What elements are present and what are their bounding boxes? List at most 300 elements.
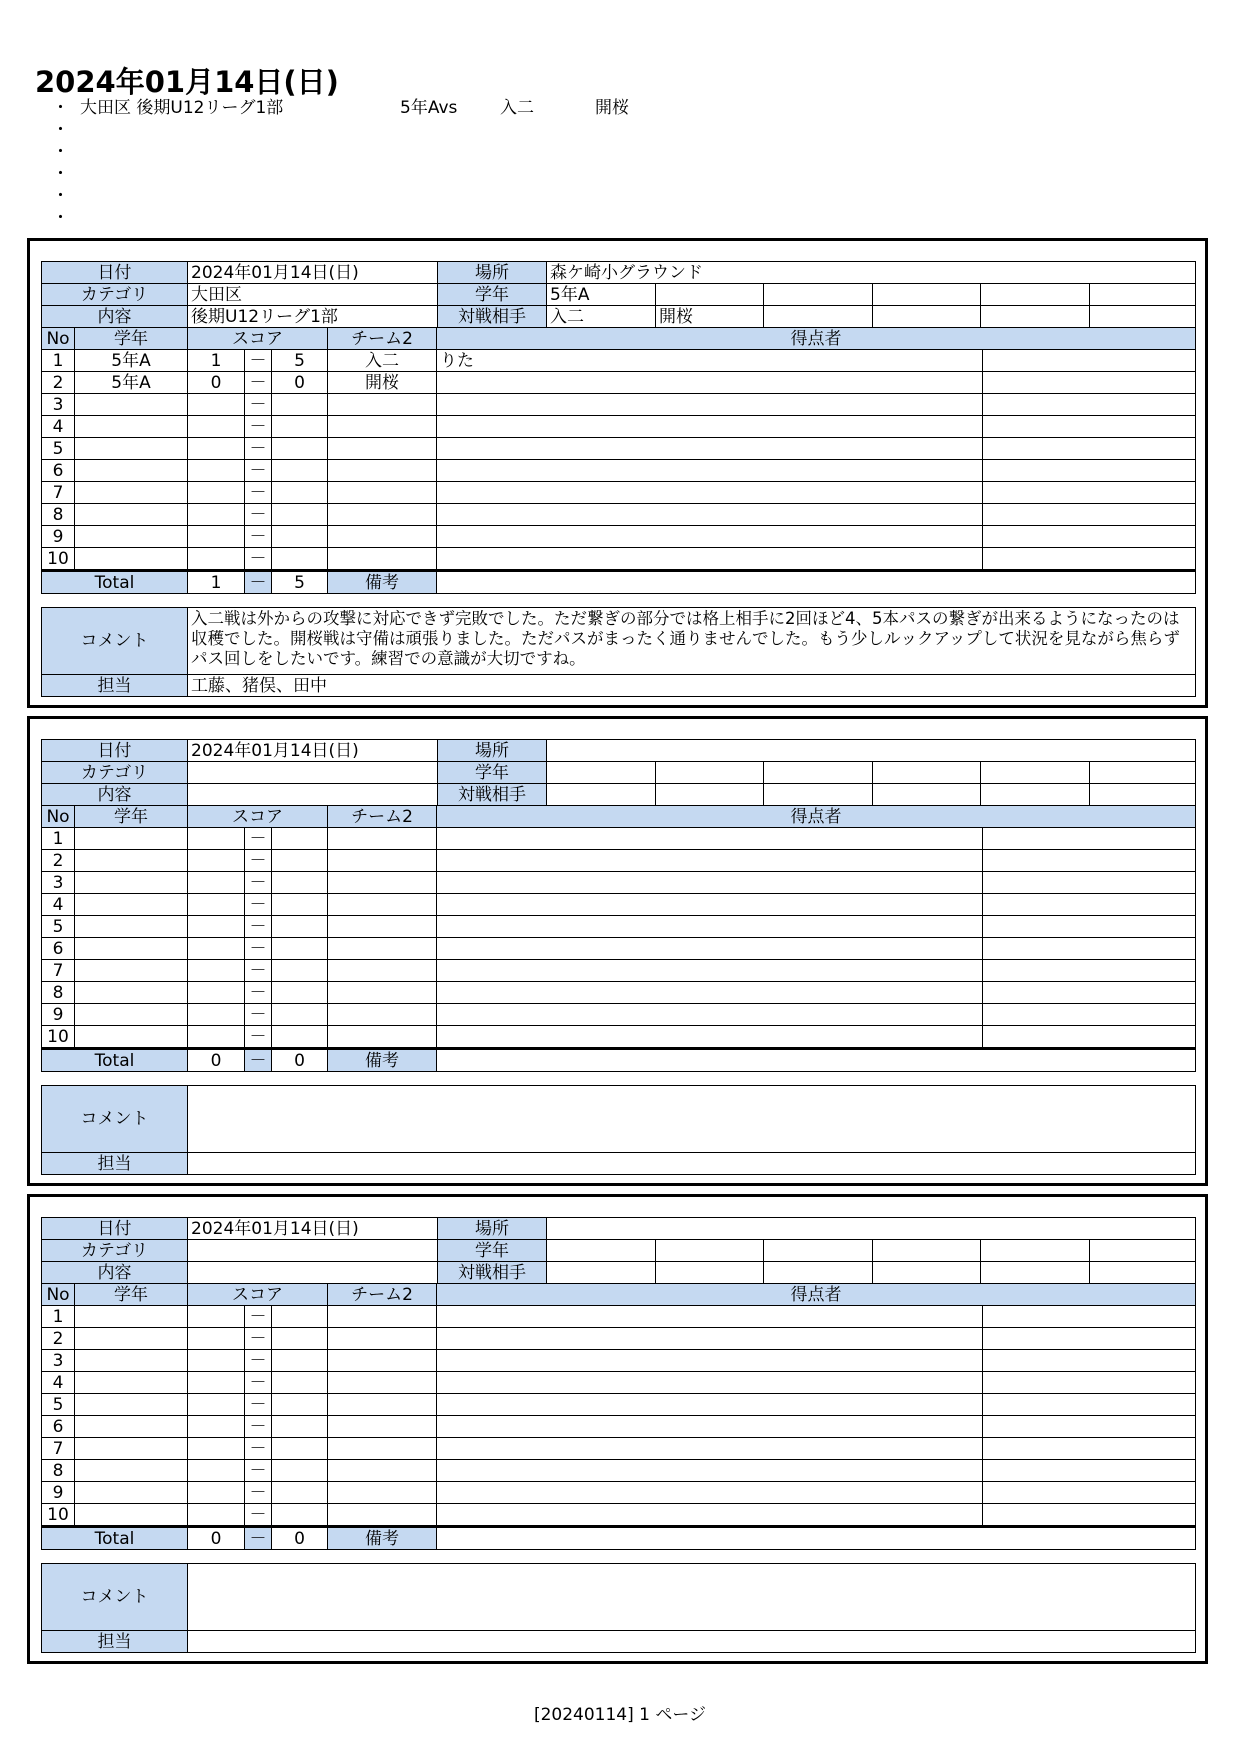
bullet-text: 大田区 後期U12リーグ1部 bbox=[80, 98, 284, 118]
row-score-away bbox=[272, 1394, 328, 1416]
row-grade bbox=[75, 1026, 188, 1049]
staff-value: 工藤、猪俣、田中 bbox=[188, 675, 1196, 697]
table-row bbox=[42, 350, 1196, 372]
grade-label: 学年 bbox=[438, 1240, 547, 1262]
bullet-dot: ・ bbox=[52, 120, 69, 140]
scorer-header: 得点者 bbox=[437, 328, 1196, 350]
row-score-home bbox=[188, 1350, 245, 1372]
match-info-table bbox=[41, 739, 1196, 806]
table-row bbox=[42, 1394, 1196, 1416]
row-score-home bbox=[188, 938, 245, 960]
row-score-home: 0 bbox=[188, 372, 245, 394]
table-row bbox=[42, 416, 1196, 438]
grade-value bbox=[547, 762, 656, 784]
row-score-away bbox=[272, 1026, 328, 1049]
row-score-away bbox=[272, 1438, 328, 1460]
row-score-dash: － bbox=[245, 1350, 272, 1372]
opponent-value: 入二 bbox=[547, 306, 656, 328]
row-team2: 入二 bbox=[328, 350, 437, 372]
row-scorer-extra bbox=[983, 372, 1196, 394]
table-row bbox=[42, 1504, 1196, 1527]
row-team2 bbox=[328, 460, 437, 482]
bullet-list bbox=[52, 97, 629, 229]
opponent-value: 開桜 bbox=[656, 306, 764, 328]
opponent-value bbox=[547, 784, 656, 806]
row-no: 1 bbox=[42, 828, 75, 850]
bullet-item bbox=[52, 119, 283, 141]
row-grade bbox=[75, 850, 188, 872]
grade-value bbox=[1090, 1240, 1196, 1262]
total-score-dash: － bbox=[245, 1527, 272, 1550]
total-label: Total bbox=[42, 571, 188, 594]
table-row bbox=[42, 1306, 1196, 1328]
remarks-label: 備考 bbox=[328, 571, 437, 594]
row-score-away bbox=[272, 1306, 328, 1328]
row-scorer-extra bbox=[983, 938, 1196, 960]
grade-value bbox=[873, 284, 981, 306]
table-row bbox=[42, 938, 1196, 960]
row-grade bbox=[75, 1460, 188, 1482]
row-score-away bbox=[272, 548, 328, 571]
row-score-dash: － bbox=[245, 1438, 272, 1460]
row-scorer-extra bbox=[983, 894, 1196, 916]
no-header: No bbox=[42, 328, 75, 350]
row-scorer bbox=[437, 526, 983, 548]
row-score-home bbox=[188, 1416, 245, 1438]
row-score-away bbox=[272, 482, 328, 504]
row-scorer bbox=[437, 548, 983, 571]
row-team2 bbox=[328, 1372, 437, 1394]
row-no: 7 bbox=[42, 1438, 75, 1460]
row-score-dash: － bbox=[245, 850, 272, 872]
place-label: 場所 bbox=[438, 740, 547, 762]
grade-value bbox=[873, 762, 981, 784]
table-row bbox=[42, 1460, 1196, 1482]
row-grade bbox=[75, 828, 188, 850]
row-score-dash: － bbox=[245, 548, 272, 571]
row-team2 bbox=[328, 1394, 437, 1416]
category-label: カテゴリ bbox=[42, 762, 188, 784]
row-team2 bbox=[328, 1026, 437, 1049]
date-label: 日付 bbox=[42, 1218, 188, 1240]
row-no: 9 bbox=[42, 1004, 75, 1026]
table-row bbox=[42, 1350, 1196, 1372]
table-row bbox=[42, 1438, 1196, 1460]
row-scorer-extra bbox=[983, 504, 1196, 526]
row-score-home bbox=[188, 1482, 245, 1504]
table-row bbox=[42, 982, 1196, 1004]
row-score-home bbox=[188, 1504, 245, 1527]
row-score-away bbox=[272, 394, 328, 416]
row-no: 9 bbox=[42, 1482, 75, 1504]
date-value: 2024年01月14日(日) bbox=[188, 1218, 438, 1240]
row-grade bbox=[75, 1394, 188, 1416]
row-team2 bbox=[328, 526, 437, 548]
row-score-home bbox=[188, 438, 245, 460]
row-score-home bbox=[188, 894, 245, 916]
table-row bbox=[42, 1372, 1196, 1394]
staff-label: 担当 bbox=[42, 1631, 188, 1653]
grade-value bbox=[547, 1240, 656, 1262]
row-score-home bbox=[188, 460, 245, 482]
row-grade bbox=[75, 504, 188, 526]
row-score-dash: － bbox=[245, 1416, 272, 1438]
row-team2 bbox=[328, 1504, 437, 1527]
grade-value bbox=[656, 1240, 764, 1262]
row-scorer-extra bbox=[983, 828, 1196, 850]
row-team2 bbox=[328, 438, 437, 460]
opponent-value bbox=[764, 784, 873, 806]
row-team2 bbox=[328, 828, 437, 850]
date-label: 日付 bbox=[42, 740, 188, 762]
opponent-label: 対戦相手 bbox=[438, 1262, 547, 1284]
row-no: 4 bbox=[42, 1372, 75, 1394]
row-score-away: 0 bbox=[272, 372, 328, 394]
row-scorer-extra bbox=[983, 850, 1196, 872]
row-score-away bbox=[272, 526, 328, 548]
row-score-dash: － bbox=[245, 394, 272, 416]
row-team2 bbox=[328, 1416, 437, 1438]
row-grade bbox=[75, 982, 188, 1004]
category-value bbox=[188, 1240, 438, 1262]
row-scorer-extra bbox=[983, 482, 1196, 504]
row-score-dash: － bbox=[245, 1004, 272, 1026]
row-scorer-extra bbox=[983, 1350, 1196, 1372]
row-scorer bbox=[437, 1504, 983, 1527]
remarks-value bbox=[437, 1527, 1196, 1550]
row-team2 bbox=[328, 1460, 437, 1482]
row-no: 6 bbox=[42, 1416, 75, 1438]
row-score-dash: － bbox=[245, 1328, 272, 1350]
table-row bbox=[42, 1328, 1196, 1350]
row-scorer-extra bbox=[983, 916, 1196, 938]
row-score-dash: － bbox=[245, 982, 272, 1004]
table-row bbox=[42, 460, 1196, 482]
row-score-away bbox=[272, 960, 328, 982]
table-row bbox=[42, 1416, 1196, 1438]
bullet-extra: 入二 bbox=[500, 98, 534, 118]
bullet-dot: ・ bbox=[52, 142, 69, 162]
row-grade bbox=[75, 394, 188, 416]
opponent-value bbox=[1090, 306, 1196, 328]
row-score-home bbox=[188, 1328, 245, 1350]
row-team2 bbox=[328, 872, 437, 894]
row-team2 bbox=[328, 1482, 437, 1504]
category-label: カテゴリ bbox=[42, 284, 188, 306]
grade-value bbox=[764, 762, 873, 784]
row-no: 1 bbox=[42, 1306, 75, 1328]
opponent-value bbox=[656, 1262, 764, 1284]
row-team2 bbox=[328, 482, 437, 504]
row-scorer-extra bbox=[983, 460, 1196, 482]
row-team2 bbox=[328, 1306, 437, 1328]
match-block bbox=[27, 238, 1208, 708]
row-grade: 5年A bbox=[75, 350, 188, 372]
row-no: 10 bbox=[42, 1504, 75, 1527]
row-scorer-extra bbox=[983, 1394, 1196, 1416]
comment-text: 入二戦は外からの攻撃に対応できず完敗でした。ただ繋ぎの部分では格上相手に2回ほど4、5本パスの繋ぎが出来るようになったのは収穫でした。開桜戦は守備は頑張りました。ただパスがまったく通りませんでした。もう少しルックアップして状況を見ながら焦らずパス回しをしたいです。練習での意識が大切ですね。 bbox=[188, 608, 1196, 675]
table-row bbox=[42, 482, 1196, 504]
row-grade bbox=[75, 1438, 188, 1460]
total-score-dash: － bbox=[245, 571, 272, 594]
comment-text bbox=[188, 1086, 1196, 1153]
content-value bbox=[188, 1262, 438, 1284]
opponent-value bbox=[873, 784, 981, 806]
row-grade bbox=[75, 1416, 188, 1438]
opponent-value bbox=[873, 1262, 981, 1284]
table-row bbox=[42, 916, 1196, 938]
opponent-value bbox=[981, 784, 1090, 806]
row-scorer-extra bbox=[983, 1026, 1196, 1049]
comment-table bbox=[41, 607, 1196, 697]
staff-label: 担当 bbox=[42, 675, 188, 697]
score-header: スコア bbox=[188, 328, 328, 350]
row-scorer-extra bbox=[983, 416, 1196, 438]
row-scorer bbox=[437, 938, 983, 960]
row-team2 bbox=[328, 548, 437, 571]
page-footer: [20240114] 1 ページ bbox=[533, 1705, 707, 1725]
row-scorer bbox=[437, 828, 983, 850]
row-no: 8 bbox=[42, 982, 75, 1004]
row-no: 8 bbox=[42, 504, 75, 526]
row-grade bbox=[75, 1350, 188, 1372]
row-scorer: りた bbox=[437, 350, 983, 372]
match-block bbox=[27, 716, 1208, 1186]
scorer-header: 得点者 bbox=[437, 1284, 1196, 1306]
row-scorer-extra bbox=[983, 1004, 1196, 1026]
bullet-item bbox=[52, 163, 283, 185]
row-team2 bbox=[328, 916, 437, 938]
row-score-away bbox=[272, 828, 328, 850]
category-value bbox=[188, 762, 438, 784]
category-label: カテゴリ bbox=[42, 1240, 188, 1262]
row-no: 5 bbox=[42, 1394, 75, 1416]
row-scorer-extra bbox=[983, 1438, 1196, 1460]
total-row bbox=[42, 1527, 1196, 1550]
row-score-dash: － bbox=[245, 438, 272, 460]
row-scorer bbox=[437, 1026, 983, 1049]
comment-text bbox=[188, 1564, 1196, 1631]
row-score-away: 5 bbox=[272, 350, 328, 372]
table-row bbox=[42, 850, 1196, 872]
opponent-value bbox=[656, 784, 764, 806]
comment-label: コメント bbox=[42, 608, 188, 675]
grade-value bbox=[981, 284, 1090, 306]
row-scorer bbox=[437, 1416, 983, 1438]
row-no: 10 bbox=[42, 1026, 75, 1049]
row-score-away bbox=[272, 416, 328, 438]
opponent-value bbox=[764, 1262, 873, 1284]
row-score-away bbox=[272, 850, 328, 872]
row-score-home bbox=[188, 828, 245, 850]
no-header: No bbox=[42, 806, 75, 828]
opponent-value bbox=[981, 1262, 1090, 1284]
row-no: 10 bbox=[42, 548, 75, 571]
total-score-away: 0 bbox=[272, 1527, 328, 1550]
row-score-away bbox=[272, 982, 328, 1004]
row-no: 9 bbox=[42, 526, 75, 548]
content-value: 後期U12リーグ1部 bbox=[188, 306, 438, 328]
row-team2 bbox=[328, 1004, 437, 1026]
row-score-away bbox=[272, 1328, 328, 1350]
row-score-dash: － bbox=[245, 460, 272, 482]
grade-value bbox=[981, 762, 1090, 784]
total-label: Total bbox=[42, 1527, 188, 1550]
row-scorer-extra bbox=[983, 1306, 1196, 1328]
row-score-dash: － bbox=[245, 1306, 272, 1328]
row-team2 bbox=[328, 416, 437, 438]
row-score-dash: － bbox=[245, 1026, 272, 1049]
row-score-home bbox=[188, 916, 245, 938]
opponent-label: 対戦相手 bbox=[438, 306, 547, 328]
row-scorer bbox=[437, 482, 983, 504]
row-no: 2 bbox=[42, 372, 75, 394]
total-row bbox=[42, 1049, 1196, 1072]
row-no: 1 bbox=[42, 350, 75, 372]
row-no: 4 bbox=[42, 894, 75, 916]
team2-header: チーム2 bbox=[328, 328, 437, 350]
row-score-dash: － bbox=[245, 372, 272, 394]
row-scorer-extra bbox=[983, 1482, 1196, 1504]
row-no: 7 bbox=[42, 960, 75, 982]
match-info-table bbox=[41, 261, 1196, 328]
row-score-home bbox=[188, 504, 245, 526]
table-row bbox=[42, 394, 1196, 416]
row-score-away bbox=[272, 1460, 328, 1482]
row-score-away bbox=[272, 1482, 328, 1504]
total-row bbox=[42, 571, 1196, 594]
content-label: 内容 bbox=[42, 306, 188, 328]
row-no: 2 bbox=[42, 1328, 75, 1350]
row-grade bbox=[75, 938, 188, 960]
row-team2 bbox=[328, 1328, 437, 1350]
row-team2 bbox=[328, 394, 437, 416]
row-score-away bbox=[272, 1372, 328, 1394]
row-team2 bbox=[328, 850, 437, 872]
row-score-away bbox=[272, 916, 328, 938]
row-no: 2 bbox=[42, 850, 75, 872]
row-score-home bbox=[188, 1026, 245, 1049]
row-team2 bbox=[328, 960, 437, 982]
row-scorer bbox=[437, 1438, 983, 1460]
opponent-label: 対戦相手 bbox=[438, 784, 547, 806]
row-score-dash: － bbox=[245, 1504, 272, 1527]
row-no: 5 bbox=[42, 438, 75, 460]
score-table bbox=[41, 1283, 1196, 1550]
row-grade bbox=[75, 872, 188, 894]
row-scorer bbox=[437, 460, 983, 482]
grade-value bbox=[764, 1240, 873, 1262]
content-label: 内容 bbox=[42, 784, 188, 806]
bullet-item bbox=[52, 97, 629, 119]
row-score-home bbox=[188, 850, 245, 872]
row-grade bbox=[75, 916, 188, 938]
row-scorer-extra bbox=[983, 982, 1196, 1004]
total-score-home: 0 bbox=[188, 1049, 245, 1072]
row-score-away bbox=[272, 1350, 328, 1372]
row-grade bbox=[75, 482, 188, 504]
row-scorer bbox=[437, 1328, 983, 1350]
row-grade bbox=[75, 1482, 188, 1504]
row-no: 4 bbox=[42, 416, 75, 438]
row-score-dash: － bbox=[245, 828, 272, 850]
row-score-dash: － bbox=[245, 416, 272, 438]
row-scorer bbox=[437, 1394, 983, 1416]
row-scorer-extra bbox=[983, 872, 1196, 894]
grade-value bbox=[981, 1240, 1090, 1262]
grade-value bbox=[764, 284, 873, 306]
staff-value bbox=[188, 1631, 1196, 1653]
row-score-dash: － bbox=[245, 1482, 272, 1504]
row-scorer bbox=[437, 1482, 983, 1504]
row-score-away bbox=[272, 460, 328, 482]
row-score-dash: － bbox=[245, 504, 272, 526]
opponent-value bbox=[981, 306, 1090, 328]
bullet-extra: 5年Avs bbox=[400, 98, 458, 118]
row-scorer-extra bbox=[983, 350, 1196, 372]
grade-value bbox=[1090, 284, 1196, 306]
row-score-dash: － bbox=[245, 350, 272, 372]
row-no: 5 bbox=[42, 916, 75, 938]
bullet-extra: 開桜 bbox=[595, 98, 629, 118]
place-value: 森ケ崎小グラウンド bbox=[547, 262, 1196, 284]
table-row bbox=[42, 504, 1196, 526]
row-scorer bbox=[437, 1460, 983, 1482]
grade-label: 学年 bbox=[438, 762, 547, 784]
row-score-dash: － bbox=[245, 916, 272, 938]
row-score-away bbox=[272, 1004, 328, 1026]
row-grade bbox=[75, 526, 188, 548]
table-row bbox=[42, 960, 1196, 982]
opponent-value bbox=[1090, 784, 1196, 806]
row-no: 7 bbox=[42, 482, 75, 504]
row-scorer bbox=[437, 894, 983, 916]
table-row bbox=[42, 372, 1196, 394]
table-row bbox=[42, 1004, 1196, 1026]
row-score-home bbox=[188, 416, 245, 438]
grade-value: 5年A bbox=[547, 284, 656, 306]
row-scorer-extra bbox=[983, 548, 1196, 571]
remarks-value bbox=[437, 1049, 1196, 1072]
opponent-value bbox=[764, 306, 873, 328]
row-grade bbox=[75, 416, 188, 438]
grade-header: 学年 bbox=[75, 328, 188, 350]
category-value: 大田区 bbox=[188, 284, 438, 306]
content-value bbox=[188, 784, 438, 806]
grade-value bbox=[1090, 762, 1196, 784]
scorer-header: 得点者 bbox=[437, 806, 1196, 828]
content-label: 内容 bbox=[42, 1262, 188, 1284]
team2-header: チーム2 bbox=[328, 1284, 437, 1306]
row-score-home bbox=[188, 548, 245, 571]
table-row bbox=[42, 894, 1196, 916]
row-team2 bbox=[328, 1350, 437, 1372]
total-score-home: 0 bbox=[188, 1527, 245, 1550]
row-grade bbox=[75, 960, 188, 982]
row-score-away bbox=[272, 438, 328, 460]
row-score-home bbox=[188, 1394, 245, 1416]
row-score-away bbox=[272, 1504, 328, 1527]
match-block bbox=[27, 1194, 1208, 1664]
grade-value bbox=[656, 284, 764, 306]
team2-header: チーム2 bbox=[328, 806, 437, 828]
row-scorer bbox=[437, 504, 983, 526]
row-score-dash: － bbox=[245, 526, 272, 548]
row-team2 bbox=[328, 938, 437, 960]
row-scorer bbox=[437, 960, 983, 982]
row-score-home: 1 bbox=[188, 350, 245, 372]
row-score-away bbox=[272, 1416, 328, 1438]
